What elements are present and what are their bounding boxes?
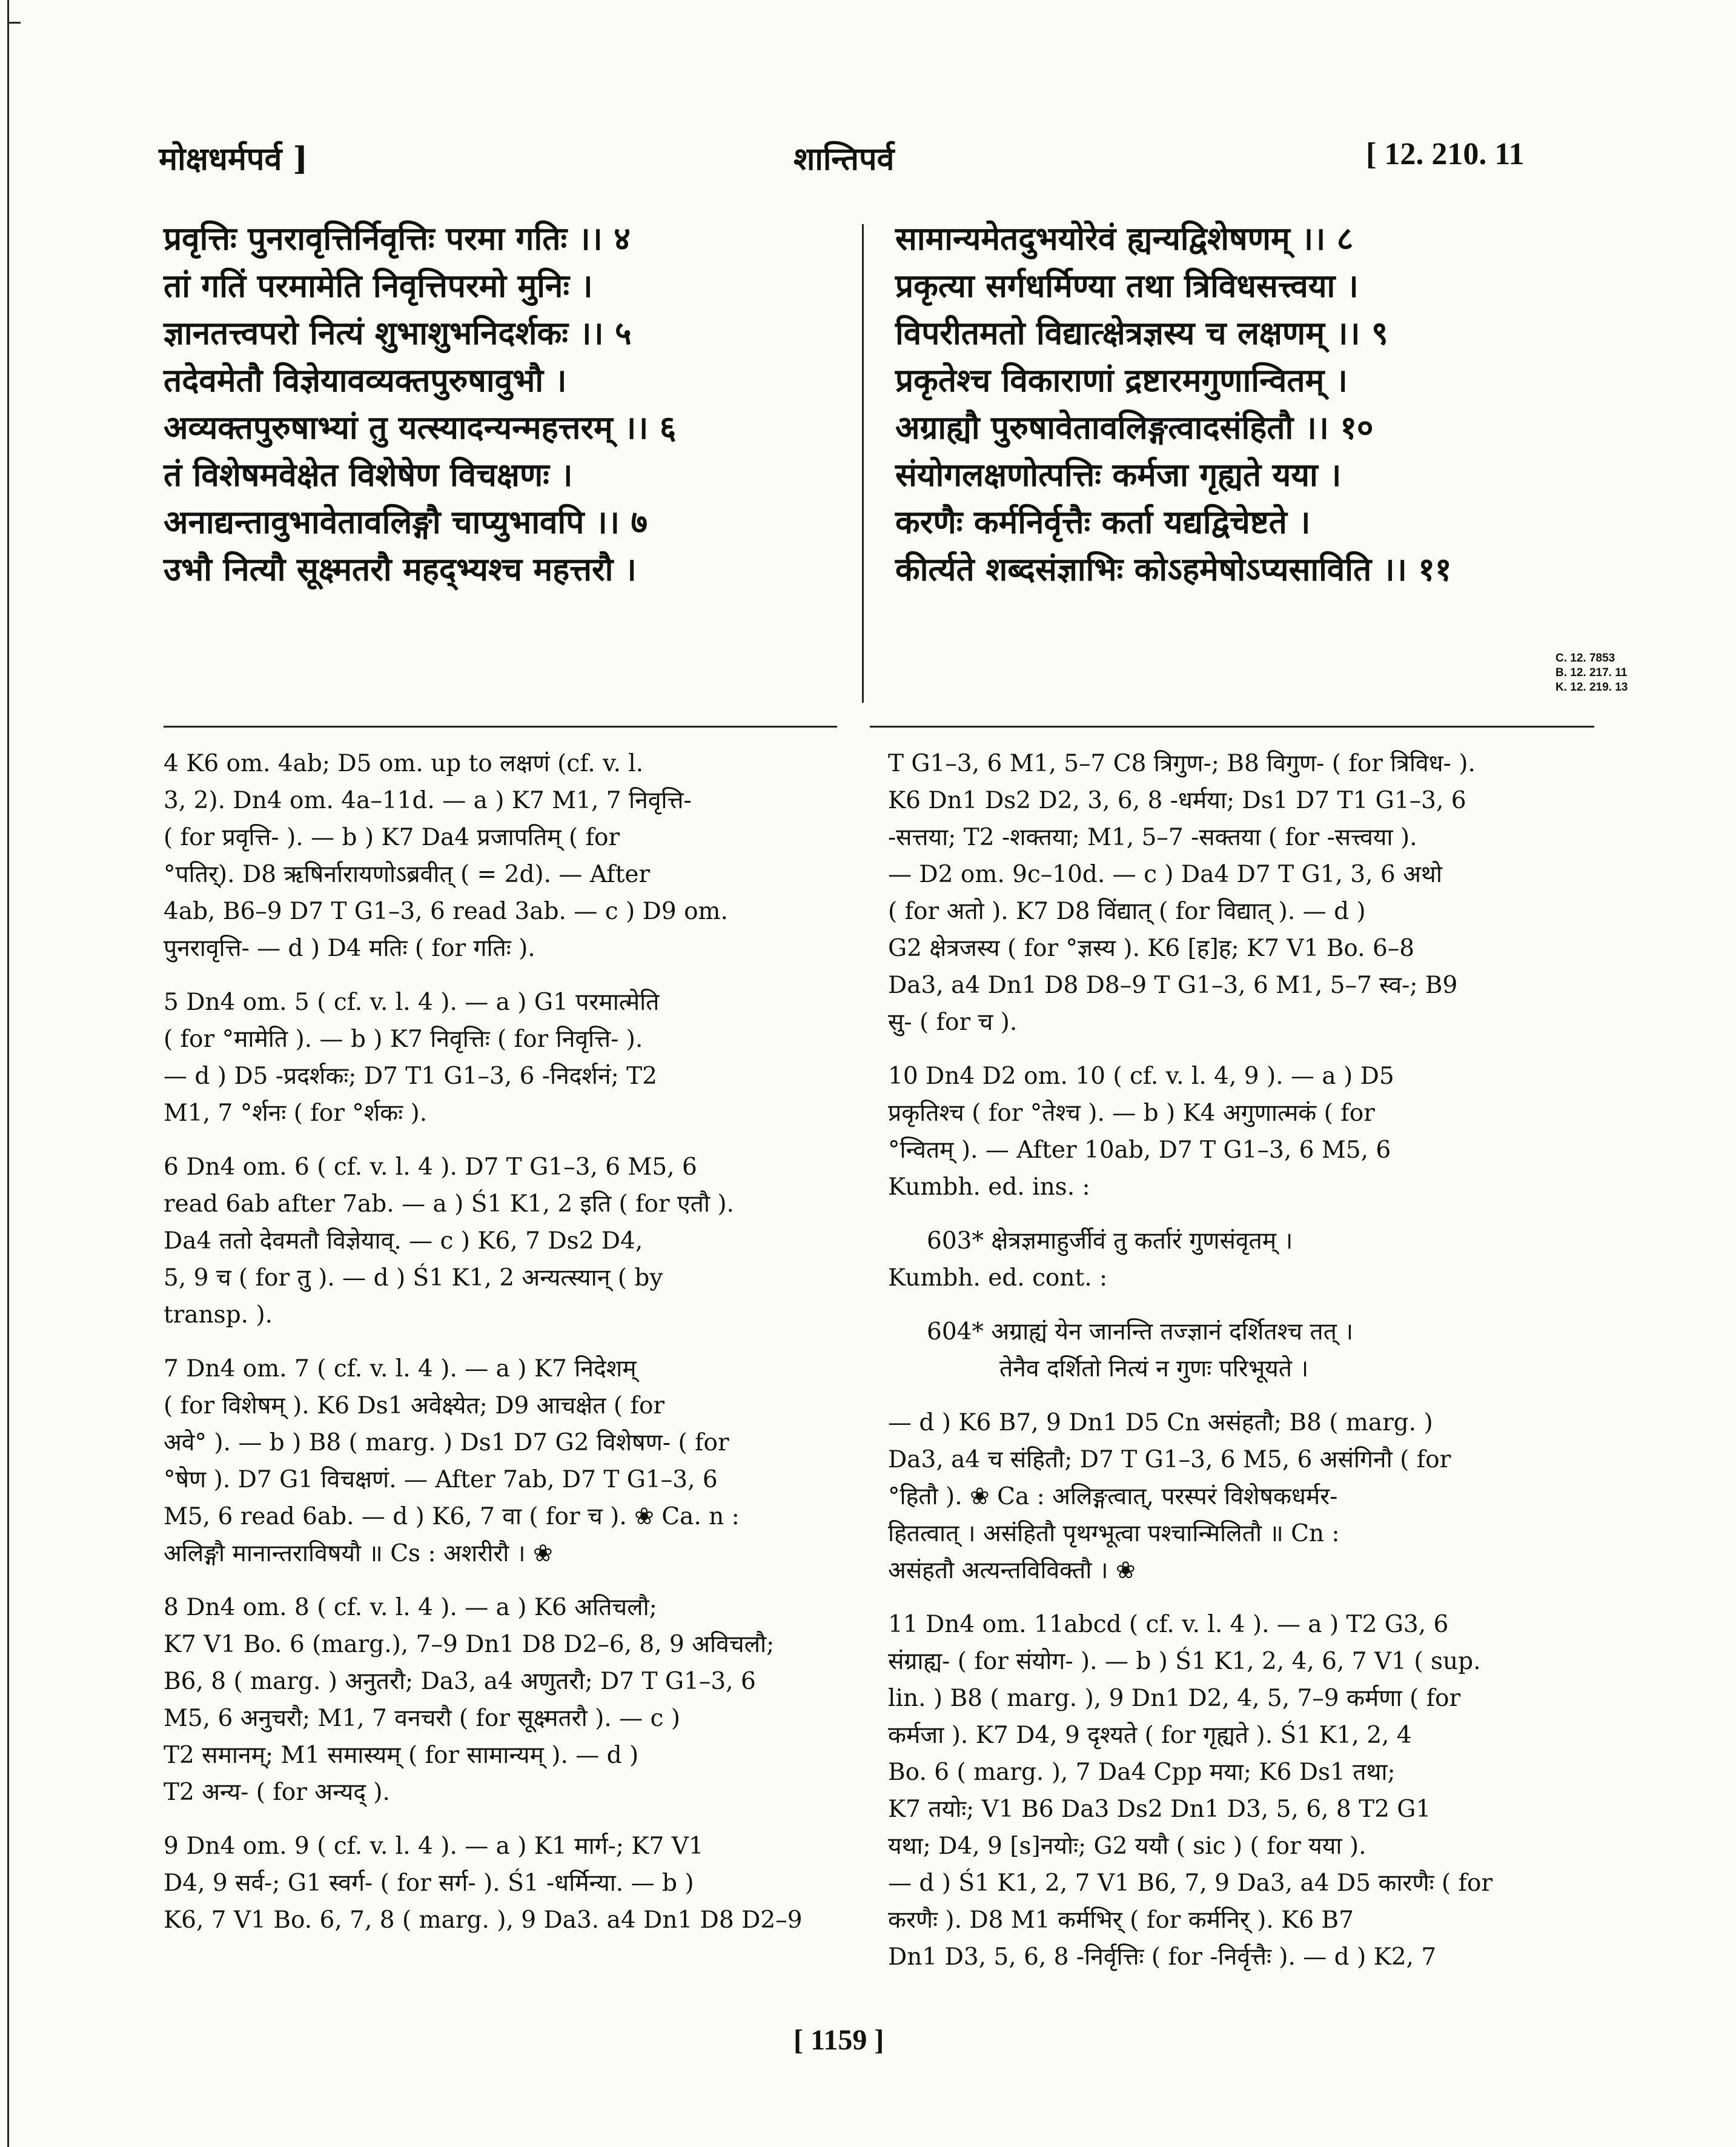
header-center: शान्तिपर्व: [793, 141, 895, 178]
page-edge-tick: [7, 22, 21, 24]
note-10-d: — d ) K6 B7, 9 Dn1 D5 Cn असंहतौ; B8 ( marg. ) Da3, a4 च संहितौ; D7 T G1–3, 6 M5, 6 असंगिनौ ( for °हितौ ). ❀ Ca : अलिङ्गत्वात्, परस्परं विशेषकधर्मर- हितत्वात् । असंहितौ पृथग्भूत्वा पश्चान्मिलितौ ॥ Cn : असंहतौ अत्यन्तविविक्तौ । ❀: [888, 1409, 1451, 1584]
verse-line: विपरीतमतो विद्यात्क्षेत्रज्ञस्य च लक्षणम् ।। ९: [895, 314, 1388, 352]
note-5: 5 Dn4 om. 5 ( cf. v. l. 4 ). — a ) G1 परमात्मेति ( for °मामेति ). — b ) K7 निवृत्तिः ( for निवृत्ति- ). — d ) D5 -प्रदर्शकः; D7 T1 G1–3, 6 -निदर्शनं; T2 M1, 7 °र्शनः ( for °र्शकः ).: [164, 989, 660, 1127]
verse-line: करणैः कर्मनिर्वृत्तैः कर्ता यद्यद्विचेष्टते ।: [895, 503, 1311, 541]
verse-line: तं विशेषमवेक्षेत विशेषेण विचक्षणः ।: [164, 456, 573, 494]
insertion-604: 604* अग्राह्यं येन जानन्ति तज्ज्ञानं दर्शितश्च तत् । तेनैव दर्शितो नित्यं न गुणः परिभूयते ।: [927, 1318, 1354, 1382]
verse-line: संयोगलक्षणोत्पत्तिः कर्मजा गृह्यते यया ।: [895, 456, 1342, 494]
note-6: 6 Dn4 om. 6 ( cf. v. l. 4 ). D7 T G1–3, 6 M5, 6 read 6ab after 7ab. — a ) Ś1 K1, 2 इति ( for एतौ ). Da4 ततो देवमतौ विज्ञेयाव्. — c ) K6, 7 Ds2 D4, 5, 9 च ( for तु ). — d ) Ś1 K1, 2 अन्यत्स्यान् ( by transp. ).: [164, 1153, 734, 1329]
verse-column-right: [895, 215, 1451, 593]
verse-line: तां गतिं परमामेति निवृत्तिपरमो मुनिः ।: [164, 267, 593, 305]
note-4: 4 K6 om. 4ab; D5 om. up to लक्षणं (cf. v. l. 3, 2). Dn4 om. 4a–11d. — a ) K7 M1, 7 निवृत्ति- ( for प्रवृत्ति- ). — b ) K7 Da4 प्रजापतिम् ( for °पतिर्). D8 ऋषिर्नारायणोऽब्रवीत् ( = 2d). — After 4ab, B6–9 D7 T G1–3, 6 read 3ab. — c ) D9 om. पुनरावृत्ति- — d ) D4 मतिः ( for गतिः ).: [164, 750, 728, 962]
verse-line: प्रकृतेश्च विकाराणां द्रष्टारमगुणान्वितम् ।: [895, 362, 1348, 399]
verse-line: तदेवमेतौ विज्ञेयावव्यक्तपुरुषावुभौ ।: [164, 362, 567, 399]
page-number: [ 1159 ]: [793, 2024, 884, 2056]
page-edge-line: [7, 0, 9, 2147]
note-7: 7 Dn4 om. 7 ( cf. v. l. 4 ). — a ) K7 निदेशम् ( for विशेषम् ). K6 Ds1 अवेक्ष्येत; D9 आचक्षेत ( for अवे° ). — b ) B8 ( marg. ) Ds1 D7 G2 विशेषण- ( for °षेण ). D7 G1 विचक्षणं. — After 7ab, D7 T G1–3, 6 M5, 6 read 6ab. — d ) K6, 7 वा ( for च ). ❀ Ca. n : अलिङ्गौ मानान्तराविषयौ ॥ Cs : अशरीरौ । ❀: [164, 1355, 740, 1567]
concordance-ref: C. 12. 7853: [1555, 652, 1615, 665]
critical-notes-left: [164, 745, 803, 1956]
apparatus-rule-right: [870, 726, 1594, 728]
verse-line: उभौ नित्यौ सूक्ष्मतरौ महद्भ्यश्च महत्तरौ ।: [164, 551, 637, 588]
header-right: [ 12. 210. 11: [1366, 137, 1525, 171]
note-8: 8 Dn4 om. 8 ( cf. v. l. 4 ). — a ) K6 अतिचलौ; K7 V1 Bo. 6 (marg.), 7–9 Dn1 D8 D2–6, 8, 9 अविचलौ; B6, 8 ( marg. ) अनुतरौ; Da3, a4 अणुतरौ; D7 T G1–3, 6 M5, 6 अनुचरौ; M1, 7 वनचरौ ( for सूक्ष्मतरौ ). — c ) T2 समानम्; M1 समास्यम् ( for सामान्यम् ). — d ) T2 अन्य- ( for अन्यद् ).: [164, 1594, 775, 1806]
verse-line: प्रवृत्तिः पुनरावृत्तिर्निवृत्तिः परमा गतिः ।। ४: [164, 220, 631, 257]
verse-line: अनाद्यन्तावुभावेतावलिङ्गौ चाप्युभावपि ।। ७: [164, 503, 648, 541]
verse-column-left: [164, 215, 676, 593]
note-10: 10 Dn4 D2 om. 10 ( cf. v. l. 4, 9 ). — a ) D5 प्रकृतिश्च ( for °तेश्च ). — b ) K4 अगुणात्मकं ( for °न्वितम् ). — After 10ab, D7 T G1–3, 6 M5, 6 Kumbh. ed. ins. :: [888, 1063, 1394, 1201]
verse-line: अग्राह्यौ पुरुषावेतावलिङ्गत्वादसंहितौ ।। १०: [895, 409, 1374, 446]
critical-notes-right: [888, 745, 1492, 1993]
note-11: 11 Dn4 om. 11abcd ( cf. v. l. 4 ). — a ) T2 G3, 6 संग्राह्य- ( for संयोग- ). — b ) Ś1 K1, 2, 4, 6, 7 V1 ( sup. lin. ) B8 ( marg. ), 9 Dn1 D2, 4, 5, 7–9 कर्मणा ( for कर्मजा ). K7 D4, 9 दृश्यते ( for गृह्यते ). Ś1 K1, 2, 4 Bo. 6 ( marg. ), 7 Da4 Cpp मया; K6 Ds1 तथा; K7 तयोः; V1 B6 Da3 Ds2 Dn1 D3, 5, 6, 8 T2 G1 यथा; D4, 9 [s]नयोः; G2 ययौ ( sic ) ( for यया ). — d ) Ś1 K1, 2, 7 V1 B6, 7, 9 Da3, a4 D5 कारणैः ( for करणैः ). D8 M1 कर्मभिर् ( for कर्मनिर् ). K6 B7 Dn1 D3, 5, 6, 8 -निर्वृत्तिः ( for -निर्वृत्तैः ). — d ) K2, 7: [888, 1611, 1493, 1971]
verse-line: अव्यक्तपुरुषाभ्यां तु यत्स्यादन्यन्महत्तरम् ।। ६: [164, 409, 677, 446]
header-left: मोक्षधर्मपर्व ]: [159, 141, 308, 178]
column-divider: [862, 224, 864, 703]
note-9: 9 Dn4 om. 9 ( cf. v. l. 4 ). — a ) K1 मार्ग-; K7 V1 D4, 9 सर्व-; G1 स्वर्ग- ( for सर्ग- ). Ś1 -धर्मिन्या. — b ) K6, 7 V1 Bo. 6, 7, 8 ( marg. ), 9 Da3. a4 Dn1 D8 D2–9: [164, 1833, 803, 1934]
note-9-continued: T G1–3, 6 M1, 5–7 C8 त्रिगुण-; B8 विगुण- ( for त्रिविध- ). K6 Dn1 Ds2 D2, 3, 6, 8 -धर्मया; Ds1 D7 T1 G1–3, 6 -सत्तया; T2 -शक्तया; M1, 5–7 -सक्तया ( for -सत्त्वया ). — D2 om. 9c–10d. — c ) Da4 D7 T G1, 3, 6 अथो ( for अतो ). K7 D8 विंद्यात् ( for विद्यात् ). — d ) G2 क्षेत्रजस्य ( for °ज्ञस्य ). K6 [ह]ह; K7 V1 Bo. 6–8 Da3, a4 Dn1 D8 D8–9 T G1–3, 6 M1, 5–7 स्व-; B9 सु- ( for च ).: [888, 750, 1476, 1036]
verse-line: सामान्यमेतदुभयोरेवं ह्यन्यद्विशेषणम् ।। ८: [895, 220, 1354, 257]
verse-line: ज्ञानतत्त्वपरो नित्यं शुभाशुभनिदर्शकः ।। ५: [164, 314, 632, 352]
apparatus-rule-left: [164, 726, 837, 728]
concordance-references: [1555, 651, 1628, 695]
verse-line: कीर्त्यते शब्दसंज्ञाभिः कोऽहमेषोऽप्यसाविति ।। ११: [895, 551, 1452, 588]
concordance-ref: K. 12. 219. 13: [1555, 681, 1628, 694]
concordance-ref: B. 12. 217. 11: [1555, 666, 1628, 679]
insertion-603: 603* क्षेत्रज्ञमाहुर्जीवं तु कर्तारं गुणसंवृतम् । Kumbh. ed. cont. :: [888, 1227, 1293, 1292]
verse-line: प्रकृत्या सर्गधर्मिण्या तथा त्रिविधसत्त्वया ।: [895, 267, 1359, 305]
